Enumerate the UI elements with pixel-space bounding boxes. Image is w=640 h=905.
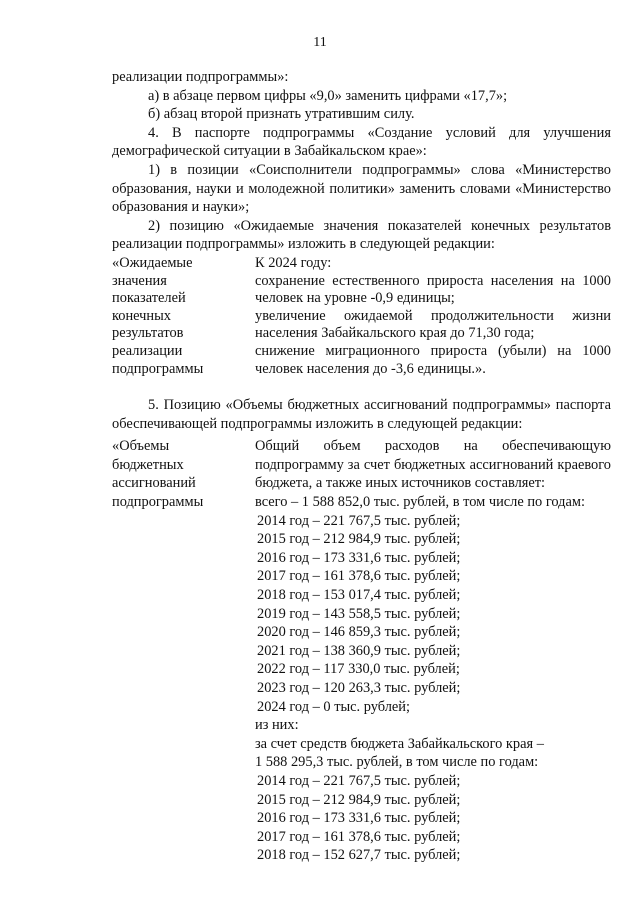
regional-year-row: 2014 год – 221 767,5 тыс. рублей; — [257, 772, 461, 789]
budget-year-row: 2015 год – 212 984,9 тыс. рублей; — [257, 531, 461, 548]
budget-table — [112, 437, 611, 865]
label-line: ассигнований — [112, 475, 196, 492]
paragraph-6: 2) позицию «Ожидаемые значения показателей конечных результатов реализации подпрограммы» изложить в следующей редакции: — [112, 217, 611, 253]
label-line: реализации — [112, 342, 183, 359]
budget-label — [112, 437, 255, 865]
regional-budget-line-2: 1 588 295,3 тыс. рублей, в том числе по годам: — [255, 754, 539, 771]
result-item-1: сохранение естественного прироста населения на 1000 человек на уровне -0,9 единицы; — [255, 272, 611, 307]
paragraph-1: реализации подпрограммы»: — [112, 69, 289, 85]
label-line: показателей — [112, 290, 186, 307]
regional-budget-line-1: за счет средств бюджета Забайкальского края – — [255, 735, 544, 752]
label-line: конечных — [112, 307, 171, 324]
paragraph-5: 1) в позиции «Соисполнители подпрограммы» слова «Министерство образования, науки и молодежной политики» заменить словами «Министерство образования и науки»; — [112, 161, 611, 216]
regional-year-row: 2016 год – 173 331,6 тыс. рублей; — [257, 810, 461, 827]
budget-year-row: 2024 год – 0 тыс. рублей; — [257, 698, 410, 715]
page-number: 11 — [313, 35, 327, 50]
label-line: значения — [112, 272, 167, 289]
budget-year-row: 2017 год – 161 378,6 тыс. рублей; — [257, 568, 461, 585]
regional-year-row: 2017 год – 161 378,6 тыс. рублей; — [257, 828, 461, 845]
label-line: подпрограммы — [112, 494, 204, 511]
expected-results-values — [255, 255, 611, 378]
regional-year-row: 2015 год – 212 984,9 тыс. рублей; — [257, 791, 461, 808]
of-them-label: из них: — [255, 717, 299, 734]
label-line: «Объемы — [112, 438, 170, 455]
label-line: результатов — [112, 325, 184, 342]
budget-year-row: 2014 год – 221 767,5 тыс. рублей; — [257, 512, 461, 529]
budget-year-row: 2019 год – 143 558,5 тыс. рублей; — [257, 605, 461, 622]
paragraph-7: 5. Позицию «Объемы бюджетных ассигнований подпрограммы» паспорта обеспечивающей подпрограммы изложить в следующей редакции: — [112, 397, 611, 432]
budget-year-row: 2022 год – 117 330,0 тыс. рублей; — [257, 661, 460, 678]
result-item-3: снижение миграционного прироста (убыли) на 1000 человек населения до -3,6 единицы.». — [255, 342, 611, 377]
result-item-2: увеличение ожидаемой продолжительности жизни населения Забайкальского края до 71,30 года; — [255, 307, 611, 342]
budget-year-row: 2023 год – 120 263,3 тыс. рублей; — [257, 680, 461, 696]
budget-intro: Общий объем расходов на обеспечивающую подпрограмму за счет бюджетных ассигнований краевого бюджета, а также иных источников составляет: — [255, 438, 611, 492]
budget-year-row: 2018 год – 153 017,4 тыс. рублей; — [257, 587, 461, 604]
label-line: «Ожидаемые — [112, 254, 193, 271]
target-year-heading: К 2024 году: — [255, 254, 332, 271]
expected-results-label — [112, 255, 255, 378]
budget-values — [255, 437, 611, 865]
document-body — [112, 68, 611, 865]
paragraph-2: а) в абзаце первом цифры «9,0» заменить цифрами «17,7»; — [148, 87, 508, 104]
budget-total: всего – 1 588 852,0 тыс. рублей, в том числе по годам: — [255, 494, 585, 511]
label-line: бюджетных — [112, 456, 184, 473]
budget-year-row: 2021 год – 138 360,9 тыс. рублей; — [257, 642, 461, 659]
label-line: подпрограммы — [112, 360, 204, 377]
regional-year-row: 2018 год – 152 627,7 тыс. рублей; — [257, 847, 461, 864]
paragraph-4: 4. В паспорте подпрограммы «Создание условий для улучшения демографической ситуации в Забайкальском крае»: — [112, 124, 611, 160]
expected-results-table — [112, 254, 611, 378]
paragraph-3: б) абзац второй признать утратившим силу. — [148, 106, 415, 123]
budget-year-row: 2016 год – 173 331,6 тыс. рублей; — [257, 549, 461, 566]
budget-year-row: 2020 год – 146 859,3 тыс. рублей; — [257, 624, 461, 641]
